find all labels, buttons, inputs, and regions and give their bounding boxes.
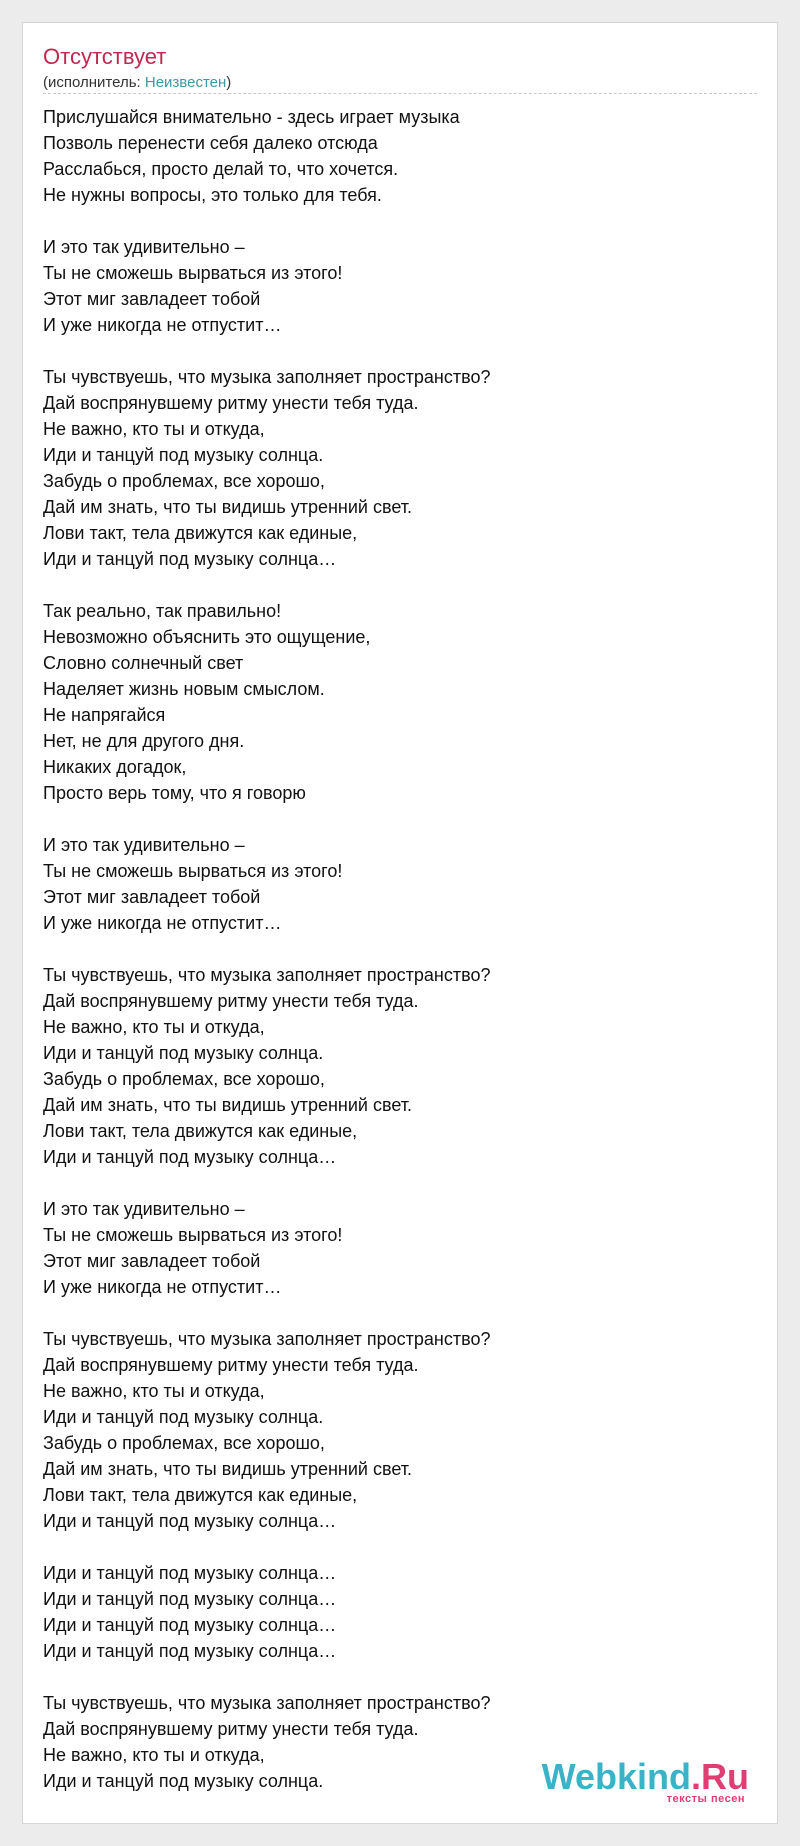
lyric-line: Наделяет жизнь новым смыслом. [43,679,325,699]
lyric-line: Забудь о проблемах, все хорошо, [43,471,325,491]
lyric-line: Не нужны вопросы, это только для тебя. [43,185,382,205]
stanza-gap [43,936,490,962]
lyric-line: Словно солнечный свет [43,653,244,673]
lyric-line: Прислушайся внимательно - здесь играет музыка [43,107,460,127]
lyric-line: Дай им знать, что ты видишь утренний свет. [43,1095,413,1115]
lyric-line: Иди и танцуй под музыку солнца… [43,1511,337,1531]
lyric-line: Ты не сможешь вырваться из этого! [43,1225,343,1245]
lyric-line: Иди и танцуй под музыку солнца. [43,1043,324,1063]
lyric-line: Никаких догадок, [43,757,187,777]
lyric-line: Иди и танцуй под музыку солнца. [43,1771,324,1791]
lyrics-card [22,22,778,1824]
lyrics-text [43,104,490,1794]
stanza-gap [43,806,490,832]
stanza-gap [43,1534,490,1560]
lyric-line: Этот миг завладеет тобой [43,289,261,309]
lyric-line: Дай воспрянувшему ритму унести тебя туда. [43,991,419,1011]
lyric-line: Ты не сможешь вырваться из этого! [43,263,343,283]
artist-link[interactable]: Неизвестен [144,74,227,91]
stanza-gap [43,572,490,598]
lyric-line: Не важно, кто ты и откуда, [43,1017,265,1037]
lyric-line: Лови такт, тела движутся как единые, [43,1121,358,1141]
logo-suffix-text: .Ru [691,1756,749,1797]
site-logo[interactable] [541,1756,749,1805]
title-divider [43,93,757,94]
lyric-line: Ты чувствуешь, что музыка заполняет пространство? [43,367,491,387]
song-title: Отсутствует [43,44,167,69]
lyric-line: Иди и танцуй под музыку солнца… [43,1641,337,1661]
lyric-line: Лови такт, тела движутся как единые, [43,1485,358,1505]
lyric-line: И уже никогда не отпустит… [43,315,282,335]
lyric-line: Не важно, кто ты и откуда, [43,1381,265,1401]
lyric-line: И это так удивительно – [43,835,245,855]
lyric-line: Дай воспрянувшему ритму унести тебя туда. [43,1719,419,1739]
stanza-gap [43,1664,490,1690]
artist-prefix: (исполнитель: [43,74,145,91]
lyric-line: Этот миг завладеет тобой [43,1251,261,1271]
lyric-line: Ты не сможешь вырваться из этого! [43,861,343,881]
lyric-line: Дай им знать, что ты видишь утренний свет. [43,1459,413,1479]
lyric-line: Не важно, кто ты и откуда, [43,1745,265,1765]
lyric-line: Забудь о проблемах, все хорошо, [43,1069,325,1089]
lyric-line: И уже никогда не отпустит… [43,913,282,933]
lyric-line: Иди и танцуй под музыку солнца… [43,1615,337,1635]
lyric-line: Ты чувствуешь, что музыка заполняет пространство? [43,1693,491,1713]
lyric-line: Лови такт, тела движутся как единые, [43,523,358,543]
stanza-gap [43,338,490,364]
lyric-line: Дай им знать, что ты видишь утренний свет. [43,497,413,517]
stanza-gap [43,208,490,234]
artist-suffix: ) [226,74,232,91]
lyric-line: Ты чувствуешь, что музыка заполняет пространство? [43,965,491,985]
lyric-line: Расслабься, просто делай то, что хочется. [43,159,399,179]
stanza-gap [43,1170,490,1196]
lyric-line: Этот миг завладеет тобой [43,887,261,907]
logo-tagline: тексты песен [666,1793,745,1805]
lyric-line: Дай воспрянувшему ритму унести тебя туда. [43,1355,419,1375]
lyric-line: Дай воспрянувшему ритму унести тебя туда. [43,393,419,413]
stanza-gap [43,1300,490,1326]
lyric-line: Иди и танцуй под музыку солнца… [43,549,337,569]
lyric-line: Невозможно объяснить это ощущение, [43,627,371,647]
lyric-line: Иди и танцуй под музыку солнца. [43,1407,324,1427]
lyric-line: Так реально, так правильно! [43,601,282,621]
lyric-line: Ты чувствуешь, что музыка заполняет пространство? [43,1329,491,1349]
artist-line [43,74,231,92]
lyric-line: Нет, не для другого дня. [43,731,245,751]
lyric-line: Не напрягайся [43,705,166,725]
lyric-line: И уже никогда не отпустит… [43,1277,282,1297]
lyric-line: Иди и танцуй под музыку солнца. [43,445,324,465]
lyric-line: Иди и танцуй под музыку солнца… [43,1563,337,1583]
lyric-line: Не важно, кто ты и откуда, [43,419,265,439]
lyric-line: Просто верь тому, что я говорю [43,783,306,803]
lyric-line: Забудь о проблемах, все хорошо, [43,1433,325,1453]
lyric-line: И это так удивительно – [43,237,245,257]
lyric-line: Иди и танцуй под музыку солнца… [43,1147,337,1167]
lyric-line: Иди и танцуй под музыку солнца… [43,1589,337,1609]
lyric-line: Позволь перенести себя далеко отсюда [43,133,378,153]
lyric-line: И это так удивительно – [43,1199,245,1219]
logo-main-text: Webkind [541,1756,691,1797]
